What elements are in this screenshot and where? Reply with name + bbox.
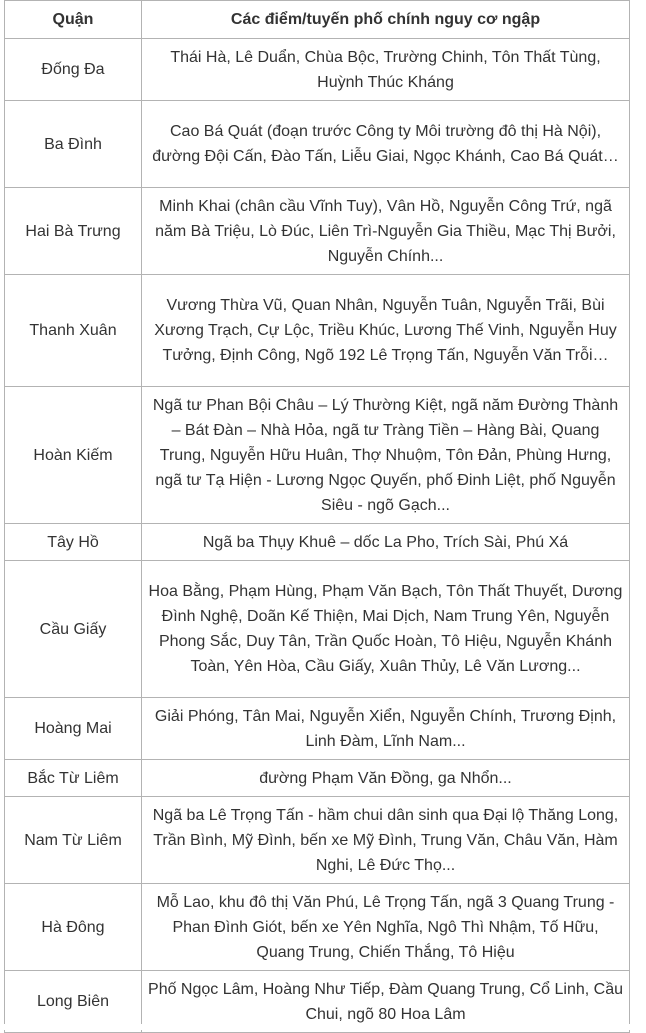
streets-cell: Vương Thừa Vũ, Quan Nhân, Nguyễn Tuân, Nguyễn Trãi, Bùi Xương Trạch, Cự Lộc, Triều Khúc, Lương Thế Vinh, Nguyễn Huy Tưởng, Định Công, Ngõ 192 Lê Trọng Tấn, Nguyễn Văn Trỗi…: [142, 275, 630, 387]
district-cell: Bắc Từ Liêm: [5, 760, 142, 797]
header-streets: Các điểm/tuyến phố chính nguy cơ ngập: [142, 1, 630, 39]
table-row: [5, 387, 630, 524]
streets-cell: Mỗ Lao, khu đô thị Văn Phú, Lê Trọng Tấn, ngã 3 Quang Trung - Phan Đình Giót, bến xe Yên Nghĩa, Ngô Thì Nhậm, Tố Hữu, Quang Trung, Chiến Thắng, Tô Hiệu: [142, 884, 630, 971]
district-cell: Nam Từ Liêm: [5, 797, 142, 884]
flood-risk-table: [4, 0, 630, 1033]
table-header-row: [5, 1, 630, 39]
district-cell: Đống Đa: [5, 39, 142, 101]
streets-cell: đường Phạm Văn Đồng, ga Nhổn...: [142, 760, 630, 797]
streets-cell: Cao Bá Quát (đoạn trước Công ty Môi trường đô thị Hà Nội), đường Đội Cấn, Đào Tấn, Liễu Giai, Ngọc Khánh, Cao Bá Quát…: [142, 101, 630, 188]
table-row: [5, 39, 630, 101]
table-row: [5, 698, 630, 760]
table-row: [5, 524, 630, 561]
page-bottom-margin: [0, 1024, 646, 1030]
table-row: [5, 760, 630, 797]
streets-cell: Ngã ba Lê Trọng Tấn - hầm chui dân sinh qua Đại lộ Thăng Long, Trần Bình, Mỹ Đình, bến xe Mỹ Đình, Trung Văn, Châu Văn, Hàm Nghi, Lê Đức Thọ...: [142, 797, 630, 884]
district-cell: Thanh Xuân: [5, 275, 142, 387]
table-row: [5, 275, 630, 387]
streets-cell: Minh Khai (chân cầu Vĩnh Tuy), Vân Hồ, Nguyễn Công Trứ, ngã năm Bà Triệu, Lò Đúc, Liên Trì-Nguyễn Gia Thiều, Mạc Thị Bưởi, Nguyễn Chính...: [142, 188, 630, 275]
table-row: [5, 188, 630, 275]
streets-cell: Giải Phóng, Tân Mai, Nguyễn Xiển, Nguyễn Chính, Trương Định, Linh Đàm, Lĩnh Nam...: [142, 698, 630, 760]
table-row: [5, 101, 630, 188]
table-row: [5, 797, 630, 884]
district-cell: Hà Đông: [5, 884, 142, 971]
streets-cell: Thái Hà, Lê Duẩn, Chùa Bộc, Trường Chinh, Tôn Thất Tùng, Huỳnh Thúc Kháng: [142, 39, 630, 101]
streets-cell: Hoa Bằng, Phạm Hùng, Phạm Văn Bạch, Tôn Thất Thuyết, Dương Đình Nghệ, Doãn Kế Thiện, Mai Dịch, Nam Trung Yên, Nguyễn Phong Sắc, Duy Tân, Trần Quốc Hoàn, Tô Hiệu, Nguyễn Khánh Toàn, Yên Hòa, Cầu Giấy, Xuân Thủy, Lê Văn Lương...: [142, 561, 630, 698]
streets-cell: Ngã ba Thụy Khuê – dốc La Pho, Trích Sài, Phú Xá: [142, 524, 630, 561]
header-district: Quận: [5, 1, 142, 39]
streets-cell: Phố Ngọc Lâm, Hoàng Như Tiếp, Đàm Quang Trung, Cổ Linh, Cầu Chui, ngõ 80 Hoa Lâm: [142, 971, 630, 1033]
district-cell: Tây Hồ: [5, 524, 142, 561]
district-cell: Long Biên: [5, 971, 142, 1033]
streets-cell: Ngã tư Phan Bội Châu – Lý Thường Kiệt, ngã năm Đường Thành – Bát Đàn – Nhà Hỏa, ngã tư Tràng Tiền – Hàng Bài, Quang Trung, Nguyễn Hữu Huân, Thợ Nhuộm, Tôn Đản, Phùng Hưng, ngã tư Tạ Hiện - Lương Ngọc Quyến, phố Đinh Liệt, phố Nguyễn Siêu - ngõ Gạch...: [142, 387, 630, 524]
district-cell: Hoàn Kiếm: [5, 387, 142, 524]
table-row: [5, 884, 630, 971]
district-cell: Cầu Giấy: [5, 561, 142, 698]
table-row: [5, 561, 630, 698]
district-cell: Hoàng Mai: [5, 698, 142, 760]
district-cell: Ba Đình: [5, 101, 142, 188]
district-cell: Hai Bà Trưng: [5, 188, 142, 275]
